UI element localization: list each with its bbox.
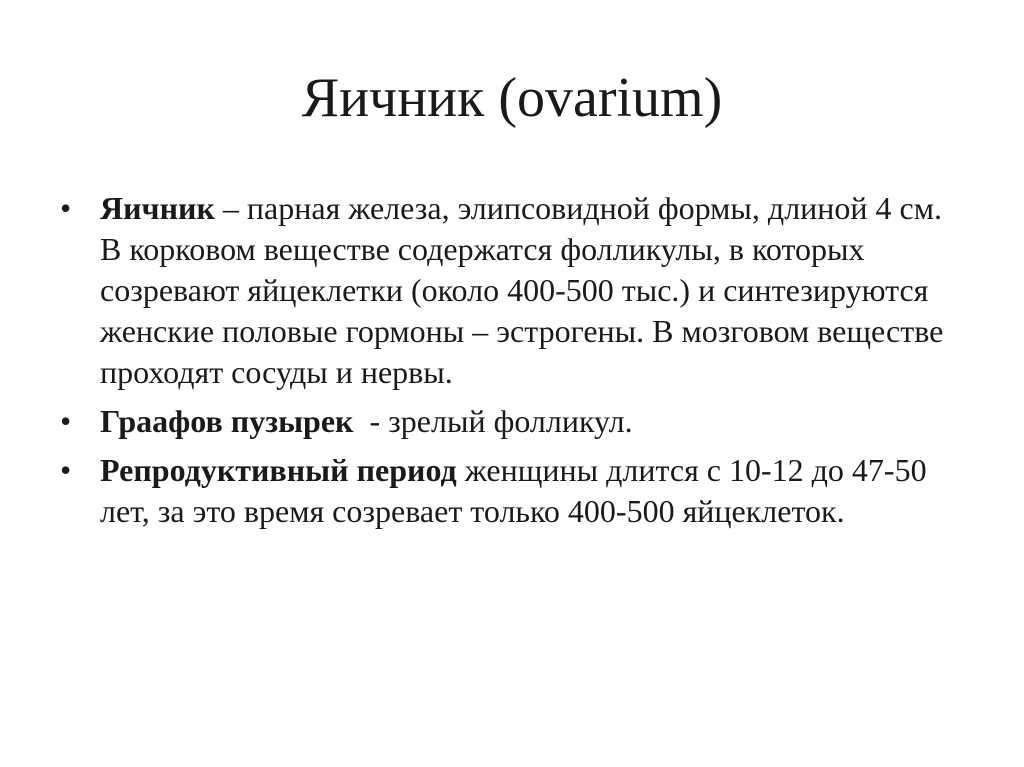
bullet-term: Репродуктивный период (100, 452, 457, 488)
bullet-text: - зрелый фолликул. (353, 403, 633, 439)
bullet-list (60, 188, 960, 540)
bullet-glyph: • (60, 403, 72, 439)
bullet-term: Яичник (100, 190, 215, 226)
bullet-item-reproductive-period (60, 450, 960, 532)
bullet-glyph: • (60, 452, 72, 488)
bullet-term: Граафов пузырек (100, 403, 354, 439)
bullet-glyph: • (60, 190, 72, 226)
bullet-item-ovary (60, 188, 960, 393)
bullet-text: – парная железа, элипсовидной формы, длиной 4 см. В корковом веществе содержатся фолликулы, в которых созревают яйцеклетки (около 400-500 тыс.) и синтезируются женские половые гормоны – эстрогены. В мозговом веществе проходят сосуды и нервы. (100, 190, 944, 390)
bullet-text: женщины длится с 10-12 до 47-50 лет, за это время созревает только 400-500 яйцеклеток. (100, 452, 927, 529)
slide-title: Яичник (ovarium) (301, 67, 723, 129)
bullet-item-graafian-follicle (60, 401, 960, 442)
